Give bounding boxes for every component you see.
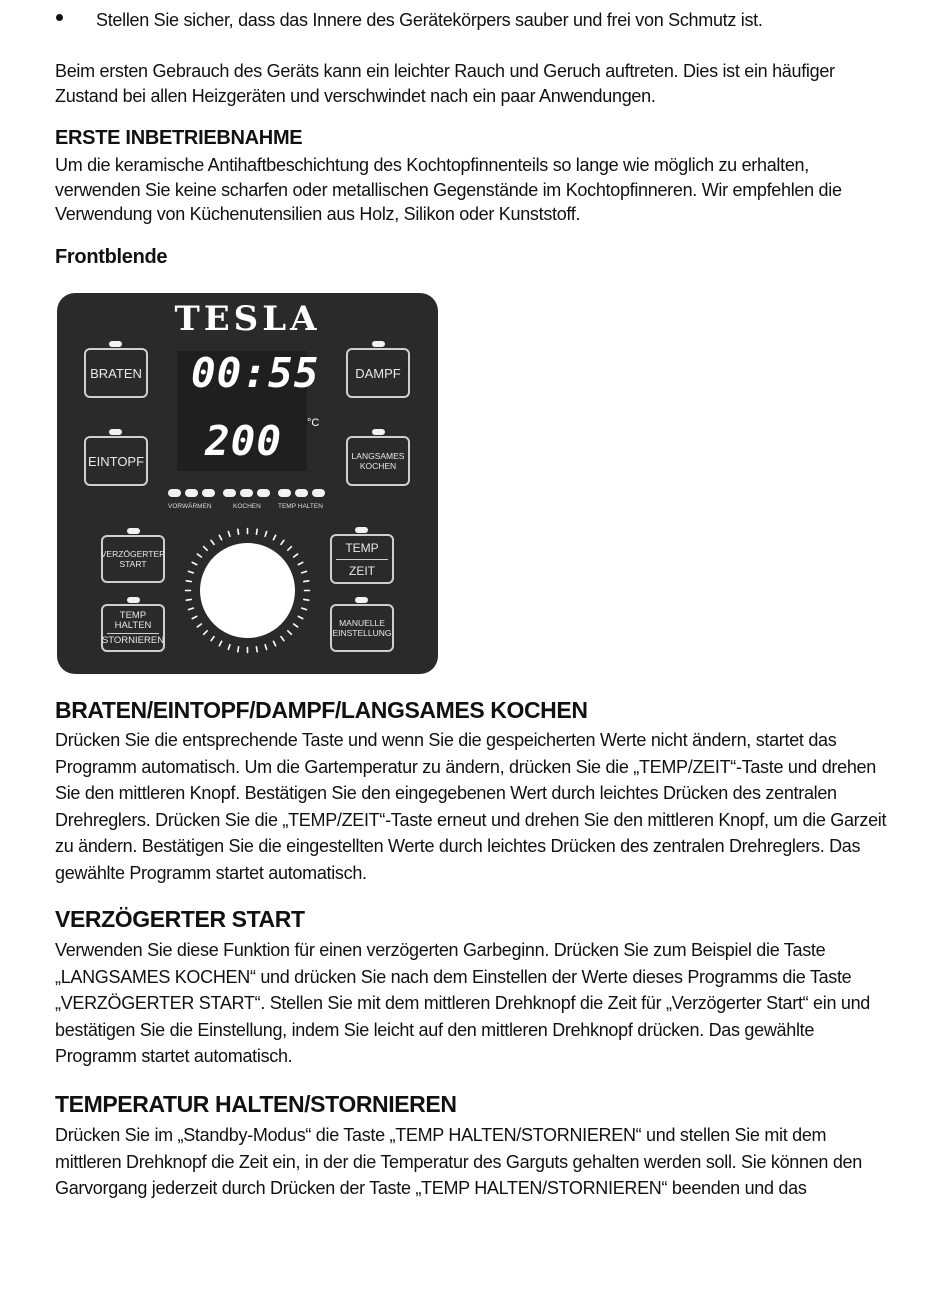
- dial-tick: [238, 529, 239, 534]
- section-text-delayed-start: Verwenden Sie diese Funktion für einen verzögerten Garbeginn. Drücken Sie zum Beispiel die Taste „LANGSAMES KOCHEN“ und drücken Sie nach dem Einstellen der Werte dieses Programms die Taste „VERZÖGERTER START“. Stellen Sie mit dem mittleren Drehknopf die Zeit für „Verzögerter Start“ ein und bestätigen Sie die Einstellung, indem Sie leicht auf den mittleren Drehknopf drücken. Das gewählte Programm startet automatisch.: [55, 940, 870, 1067]
- section-heading-programs: BRATEN/EINTOPF/DAMPF/LANGSAMES KOCHEN: [55, 697, 588, 723]
- keep-led-1: [278, 489, 291, 497]
- section-heading-delayed-start: VERZÖGERTER START: [55, 906, 305, 932]
- braten-led: [109, 341, 122, 347]
- cook-led-3: [257, 489, 270, 497]
- temperature-readout: 200: [205, 417, 283, 465]
- keep-led-2: [295, 489, 308, 497]
- dial-tick: [273, 535, 275, 539]
- section-heading-keep-temp: TEMPERATUR HALTEN/STORNIEREN: [55, 1091, 457, 1117]
- dial-tick: [288, 547, 292, 551]
- dampf-led: [372, 341, 385, 347]
- keep-label: TEMP HALTEN: [278, 503, 323, 510]
- langsames-kochen-label-2: KOCHEN: [359, 461, 397, 471]
- dial-tick: [204, 631, 208, 635]
- celsius-unit: °C: [307, 417, 320, 429]
- preheat-led-1: [168, 489, 181, 497]
- temp-zeit-led: [355, 527, 368, 533]
- temp-label: TEMP: [345, 540, 379, 555]
- temp-zeit-button[interactable]: [330, 534, 394, 584]
- tesla-logo: TESLA: [174, 299, 321, 339]
- dial-tick: [256, 529, 257, 534]
- dial-tick: [265, 532, 267, 537]
- time-readout: 00:55: [191, 349, 320, 397]
- temp-halten-led: [127, 597, 140, 603]
- dial-tick: [273, 641, 275, 645]
- verzoegerter-start-led: [127, 528, 140, 534]
- preheat-led-2: [185, 489, 198, 497]
- eintopf-led: [109, 429, 122, 435]
- first-use-heading: ERSTE INBETRIEBNAHME: [55, 127, 303, 149]
- dial-tick: [228, 645, 230, 650]
- dial-tick: [238, 647, 239, 652]
- first-use-paragraph: Um die keramische Antihaftbeschichtung des Kochtopfinnenteils so lange wie möglich zu erhalten, verwenden Sie keine scharfen oder metallischen Gegenstände im Kochtopfinneren. Wir empfehlen die Verwendung von Küchenutensilien aus Holz, Silikon oder Kunststoff.: [55, 155, 842, 224]
- langsames-kochen-button[interactable]: [346, 436, 410, 486]
- dial-tick: [302, 571, 307, 573]
- dial-tick: [192, 562, 196, 564]
- dial-tick: [294, 624, 298, 627]
- dial-tick: [197, 624, 201, 627]
- temp-halten-stornieren-button[interactable]: [101, 604, 165, 652]
- temp-halten-label-1: TEMP: [119, 609, 147, 621]
- dial-tick: [281, 637, 284, 641]
- dial-tick: [189, 571, 194, 573]
- zeit-label: ZEIT: [349, 563, 375, 578]
- manuelle-label-2: EINSTELLUNG: [332, 628, 392, 638]
- manuelle-einstellung-led: [355, 597, 368, 603]
- dial-tick: [304, 599, 309, 600]
- dial-tick: [219, 535, 221, 539]
- front-panel-heading: Frontblende: [55, 246, 168, 268]
- dial-tick: [294, 554, 298, 557]
- dial-tick: [281, 540, 284, 544]
- keep-led-3: [312, 489, 325, 497]
- manuelle-label-1: MANUELLE: [339, 618, 385, 628]
- dial-tick: [304, 581, 309, 582]
- dial-tick: [186, 599, 191, 600]
- dial-tick: [204, 547, 208, 551]
- center-dial-knob[interactable]: [200, 543, 295, 638]
- dampf-button[interactable]: DAMPF: [346, 348, 410, 398]
- dial-tick: [211, 540, 214, 544]
- dial-tick: [298, 562, 302, 564]
- section-text-programs: Drücken Sie die entsprechende Taste und wenn Sie die gespeicherten Werte nicht ändern, startet das Programm automatisch. Um die Gartemperatur zu ändern, drücken Sie die „TEMP/ZEIT“-Taste und drehen Sie den mittleren Knopf. Bestätigen Sie den eingegebenen Wert durch leichtes Drücken des zentralen Drehreglers. Drücken Sie die „TEMP/ZEIT“-Taste erneut und drehen Sie den mittleren Knopf, um die Garzeit zu ändern. Bestätigen Sie die eingestellten Werte durch leichtes Drücken des zentralen Drehreglers. Das gewählte Programm startet automatisch.: [55, 730, 887, 883]
- control-panel-illustration: [57, 293, 438, 674]
- bullet-icon: [56, 14, 63, 21]
- cook-led-2: [240, 489, 253, 497]
- temp-zeit-divider: [336, 559, 388, 560]
- bullet-text: Stellen Sie sicher, dass das Innere des Gerätekörpers sauber und frei von Schmutz ist.: [96, 10, 763, 30]
- dial-tick: [186, 581, 191, 582]
- preheat-label: VORWÄRMEN: [168, 503, 212, 510]
- temp-halten-label-2: HALTEN: [114, 619, 152, 631]
- cook-led-1: [223, 489, 236, 497]
- dial-tick: [256, 647, 257, 652]
- temp-halten-divider: [107, 633, 159, 634]
- stornieren-label: STORNIEREN: [101, 634, 165, 646]
- dial-tick: [189, 608, 194, 610]
- langsames-kochen-led: [372, 429, 385, 435]
- dial-tick: [288, 631, 292, 635]
- cook-label: KOCHEN: [233, 503, 261, 510]
- dial-tick: [298, 616, 302, 618]
- intro-paragraph: Beim ersten Gebrauch des Geräts kann ein leichter Rauch und Geruch auftreten. Dies ist ein häufiger Zustand bei allen Heizgeräten und verschwindet nach ein paar Anwendungen.: [55, 61, 835, 106]
- verzoegerter-start-button[interactable]: [101, 535, 165, 583]
- section-text-keep-temp: Drücken Sie im „Standby-Modus“ die Taste „TEMP HALTEN/STORNIEREN“ und stellen Sie mit dem mittleren Drehknopf die Zeit ein, in der die Temperatur des Garguts gehalten werden soll. Sie können den Garvorgang jederzeit durch Drücken der Taste „TEMP HALTEN/STORNIEREN“ beenden und das: [55, 1125, 862, 1199]
- verzoegerter-start-label-1: VERZÖGERTER: [100, 549, 166, 559]
- eintopf-button[interactable]: EINTOPF: [84, 436, 148, 486]
- preheat-led-3: [202, 489, 215, 497]
- dial-tick: [265, 645, 267, 650]
- dial-tick: [219, 641, 221, 645]
- dial-tick: [228, 532, 230, 537]
- manuelle-einstellung-button[interactable]: [330, 604, 394, 652]
- dial-tick: [302, 608, 307, 610]
- braten-button[interactable]: BRATEN: [84, 348, 148, 398]
- verzoegerter-start-label-2: START: [119, 559, 147, 569]
- langsames-kochen-label-1: LANGSAMES: [351, 451, 405, 461]
- dial-tick: [192, 616, 196, 618]
- dial-tick: [197, 554, 201, 557]
- dial-tick: [211, 637, 214, 641]
